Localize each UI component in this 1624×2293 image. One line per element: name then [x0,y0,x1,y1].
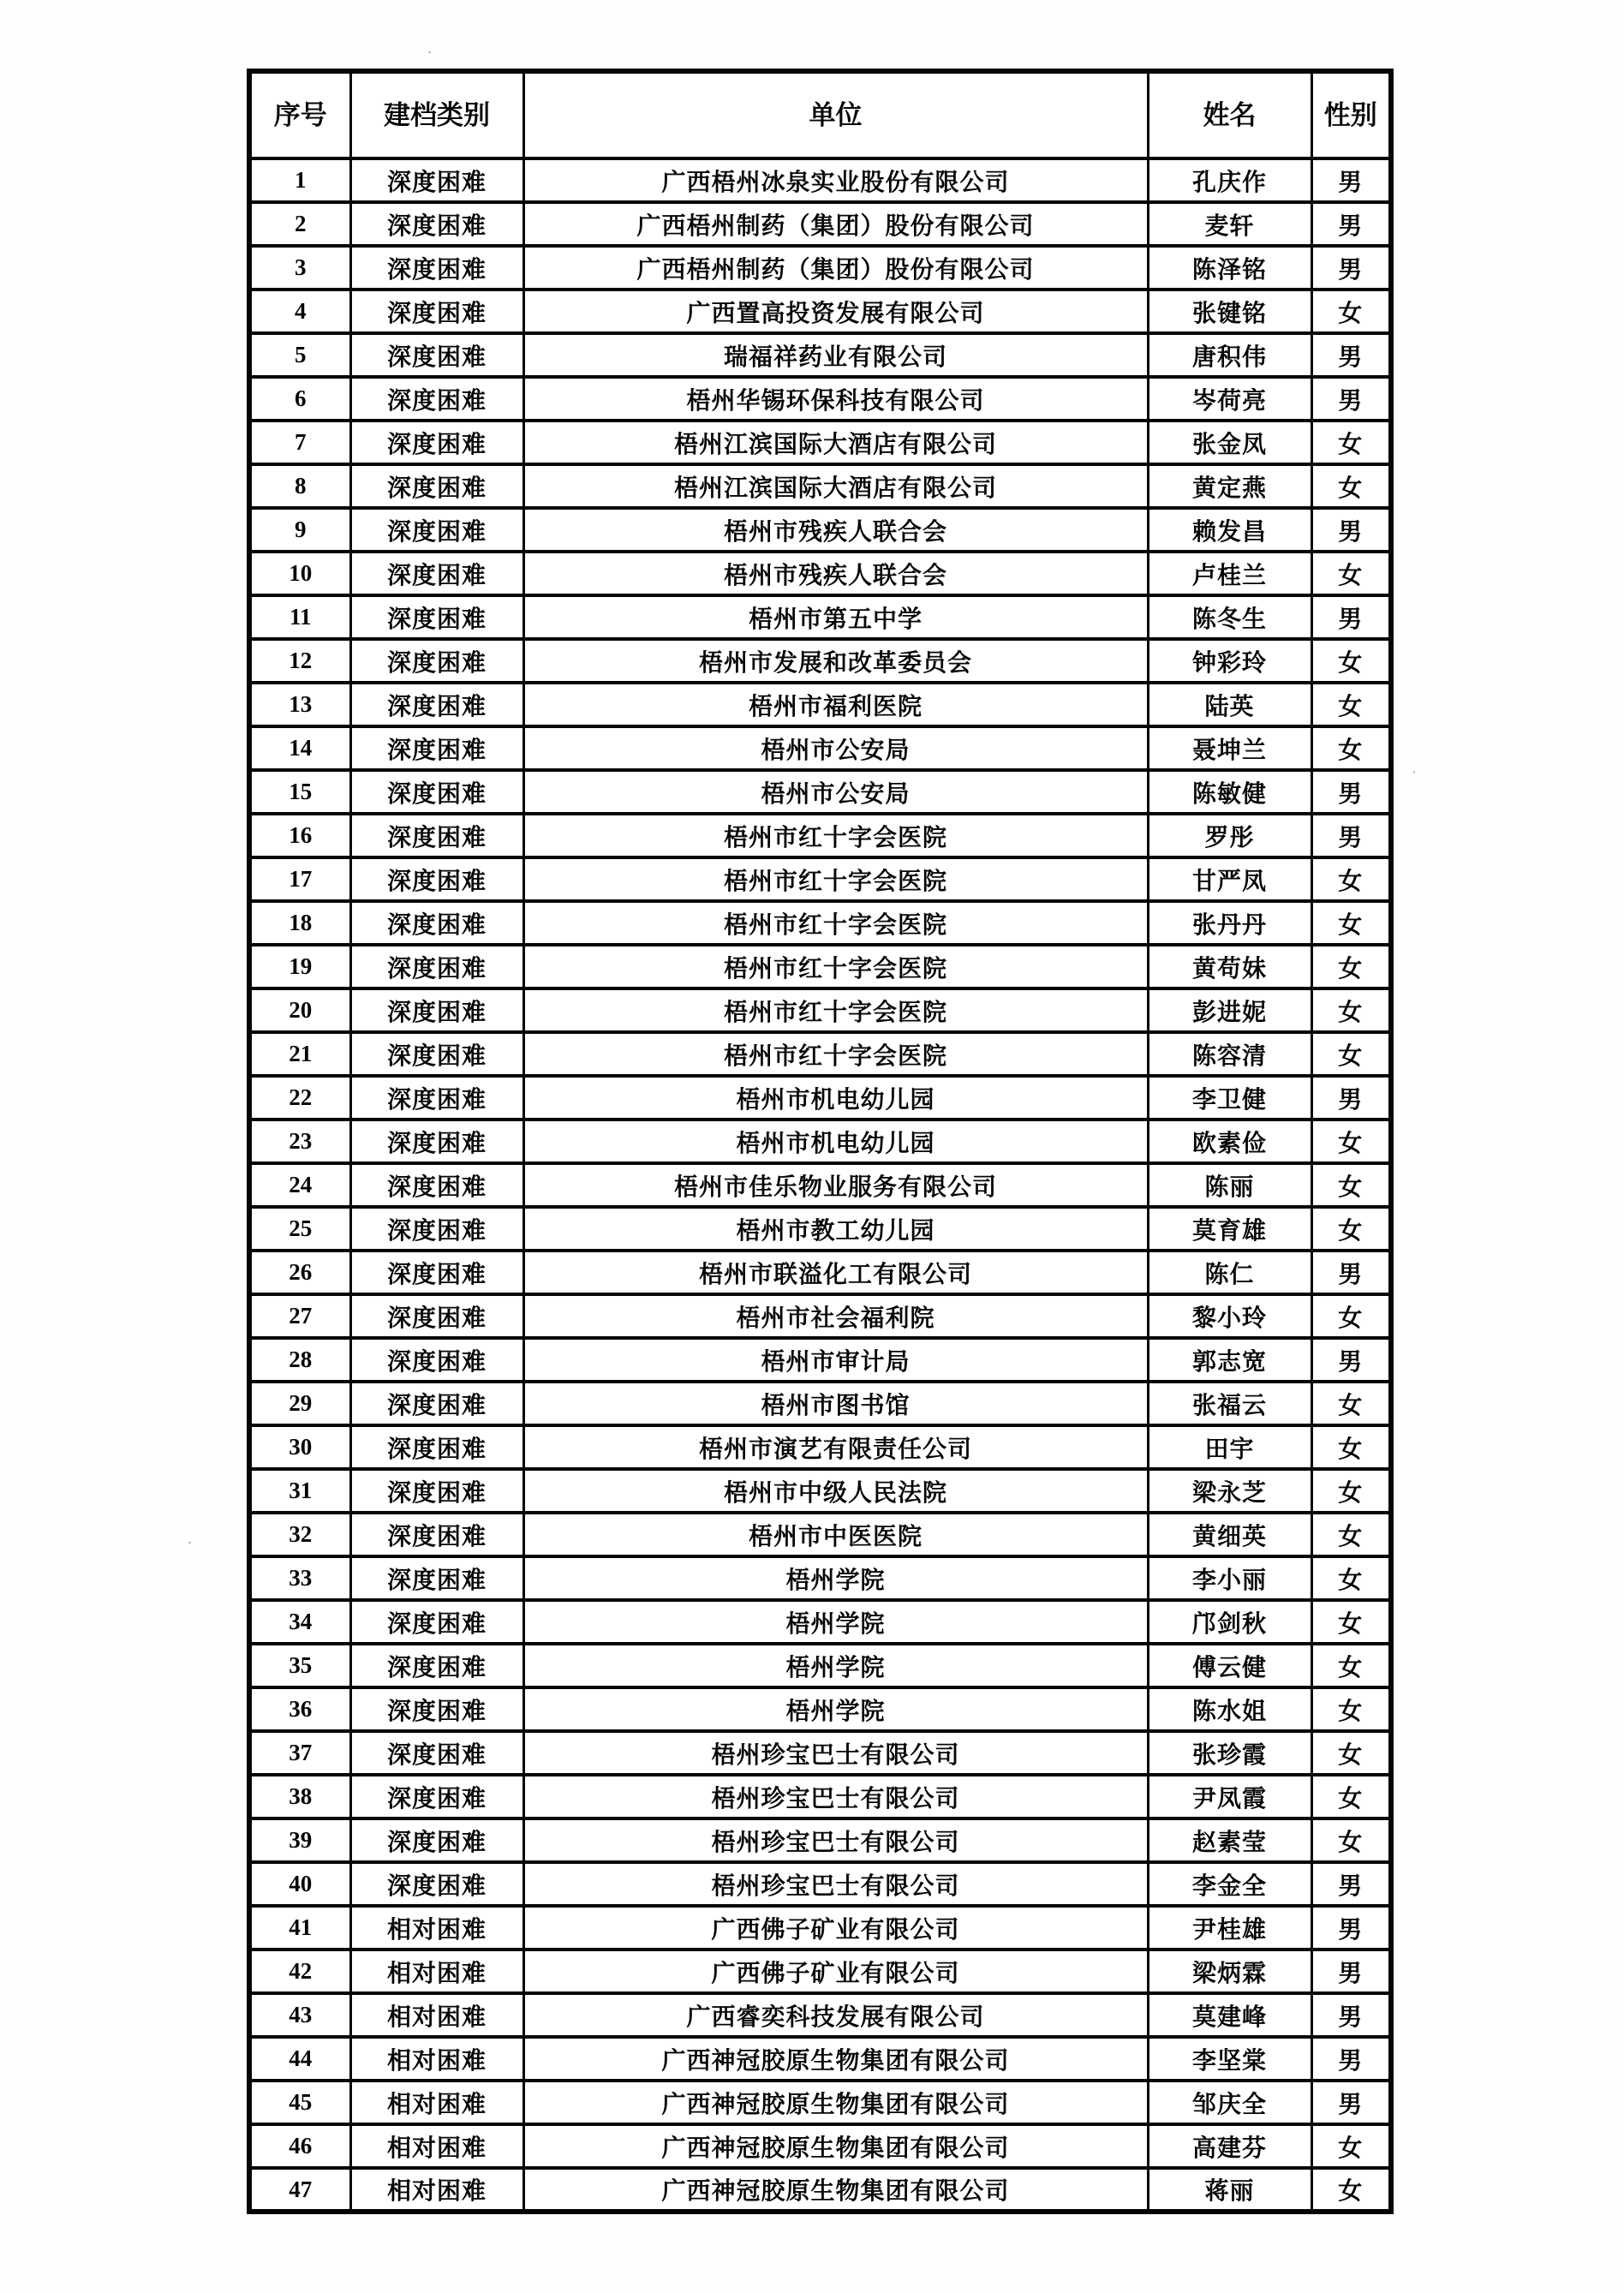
cell-gender: 女 [1311,1032,1391,1076]
cell-gender: 男 [1311,1906,1391,1950]
cell-unit: 瑞福祥药业有限公司 [523,333,1148,377]
cell-category: 深度困难 [350,1775,523,1818]
cell-no: 9 [249,508,350,552]
cell-category: 深度困难 [350,945,523,988]
cell-name: 李金全 [1148,1862,1311,1906]
table-row [249,158,1391,202]
cell-gender: 男 [1311,1993,1391,2037]
cell-unit: 梧州市教工幼儿园 [523,1207,1148,1251]
cell-no: 1 [249,158,350,202]
cell-category: 深度困难 [350,595,523,639]
cell-unit: 广西置高投资发展有限公司 [523,290,1148,333]
cell-category: 深度困难 [350,1382,523,1425]
table-header [249,71,1391,158]
cell-name: 陈泽铭 [1148,246,1311,290]
cell-gender: 女 [1311,421,1391,464]
table-row [249,1425,1391,1469]
cell-no: 23 [249,1120,350,1163]
cell-gender: 男 [1311,158,1391,202]
cell-gender: 女 [1311,2168,1391,2212]
cell-no: 36 [249,1687,350,1731]
cell-name: 卢桂兰 [1148,552,1311,595]
table-row [249,770,1391,814]
cell-no: 26 [249,1251,350,1294]
cell-no: 2 [249,202,350,246]
table-row [249,1382,1391,1425]
table-row [249,1687,1391,1731]
table-row [249,552,1391,595]
cell-no: 3 [249,246,350,290]
cell-gender: 女 [1311,290,1391,333]
cell-category: 深度困难 [350,377,523,421]
cell-category: 深度困难 [350,1862,523,1906]
cell-unit: 梧州珍宝巴士有限公司 [523,1775,1148,1818]
cell-name: 陈冬生 [1148,595,1311,639]
table-row [249,1207,1391,1251]
table-row [249,1644,1391,1687]
cell-gender: 男 [1311,508,1391,552]
cell-category: 深度困难 [350,202,523,246]
table-row [249,2124,1391,2168]
column-header-name: 姓名 [1148,71,1311,158]
cell-gender: 女 [1311,639,1391,683]
cell-category: 深度困难 [350,552,523,595]
table-body [249,158,1391,2212]
cell-gender: 男 [1311,595,1391,639]
cell-category: 深度困难 [350,1207,523,1251]
cell-unit: 广西神冠胶原生物集团有限公司 [523,2168,1148,2212]
cell-no: 46 [249,2124,350,2168]
cell-name: 邝剑秋 [1148,1600,1311,1644]
cell-gender: 女 [1311,1120,1391,1163]
cell-no: 32 [249,1513,350,1556]
cell-no: 8 [249,464,350,508]
cell-unit: 梧州市公安局 [523,770,1148,814]
cell-name: 张丹丹 [1148,901,1311,945]
cell-unit: 梧州珍宝巴士有限公司 [523,1731,1148,1775]
cell-name: 黄苟妹 [1148,945,1311,988]
table-row [249,1906,1391,1950]
table-row [249,290,1391,333]
cell-gender: 女 [1311,1163,1391,1207]
cell-gender: 女 [1311,1294,1391,1338]
cell-category: 深度困难 [350,901,523,945]
cell-gender: 女 [1311,857,1391,901]
cell-name: 郭志宽 [1148,1338,1311,1382]
cell-no: 5 [249,333,350,377]
table-row [249,1513,1391,1556]
cell-unit: 梧州珍宝巴士有限公司 [523,1862,1148,1906]
table-row [249,464,1391,508]
cell-name: 蒋丽 [1148,2168,1311,2212]
cell-category: 深度困难 [350,814,523,857]
cell-unit: 梧州市残疾人联合会 [523,508,1148,552]
cell-category: 深度困难 [350,1294,523,1338]
cell-name: 黄细英 [1148,1513,1311,1556]
cell-no: 10 [249,552,350,595]
cell-unit: 广西佛子矿业有限公司 [523,1906,1148,1950]
column-header-gender: 性别 [1311,71,1391,158]
cell-unit: 广西梧州制药（集团）股份有限公司 [523,246,1148,290]
cell-unit: 梧州江滨国际大酒店有限公司 [523,421,1148,464]
table-row [249,2168,1391,2212]
cell-unit: 广西梧州制药（集团）股份有限公司 [523,202,1148,246]
table-row [249,377,1391,421]
cell-no: 11 [249,595,350,639]
table-row [249,595,1391,639]
cell-category: 深度困难 [350,1469,523,1513]
cell-category: 深度困难 [350,158,523,202]
cell-category: 深度困难 [350,1338,523,1382]
table-row [249,421,1391,464]
cell-no: 12 [249,639,350,683]
cell-gender: 男 [1311,333,1391,377]
cell-gender: 女 [1311,1818,1391,1862]
cell-unit: 梧州市红十字会医院 [523,1032,1148,1076]
cell-category: 深度困难 [350,1076,523,1120]
table-row [249,508,1391,552]
cell-name: 梁炳霖 [1148,1950,1311,1993]
cell-category: 深度困难 [350,988,523,1032]
cell-category: 相对困难 [350,2124,523,2168]
cell-no: 28 [249,1338,350,1382]
table-row [249,1076,1391,1120]
cell-unit: 梧州学院 [523,1644,1148,1687]
scan-speckle [1413,771,1415,773]
personnel-roster-table [247,69,1394,2214]
cell-gender: 男 [1311,1950,1391,1993]
cell-name: 梁永芝 [1148,1469,1311,1513]
cell-no: 35 [249,1644,350,1687]
cell-no: 20 [249,988,350,1032]
cell-name: 钟彩玲 [1148,639,1311,683]
cell-name: 莫育雄 [1148,1207,1311,1251]
table-row [249,1993,1391,2037]
cell-no: 31 [249,1469,350,1513]
table-row [249,1032,1391,1076]
cell-gender: 男 [1311,1862,1391,1906]
cell-unit: 梧州市福利医院 [523,683,1148,726]
table-row [249,1163,1391,1207]
cell-category: 深度困难 [350,508,523,552]
cell-gender: 女 [1311,726,1391,770]
table-row [249,2081,1391,2124]
cell-category: 深度困难 [350,1163,523,1207]
column-header-unit: 单位 [523,71,1148,158]
table-row [249,901,1391,945]
cell-unit: 梧州市审计局 [523,1338,1148,1382]
cell-gender: 男 [1311,814,1391,857]
table-row [249,1556,1391,1600]
cell-gender: 女 [1311,1644,1391,1687]
cell-category: 相对困难 [350,2168,523,2212]
cell-category: 深度困难 [350,1032,523,1076]
cell-name: 尹凤霞 [1148,1775,1311,1818]
cell-category: 相对困难 [350,1993,523,2037]
table-row [249,1294,1391,1338]
table-row [249,726,1391,770]
cell-category: 深度困难 [350,333,523,377]
cell-gender: 女 [1311,1556,1391,1600]
cell-name: 麦轩 [1148,202,1311,246]
table-row [249,945,1391,988]
cell-no: 39 [249,1818,350,1862]
cell-category: 深度困难 [350,1731,523,1775]
cell-unit: 广西梧州冰泉实业股份有限公司 [523,158,1148,202]
cell-gender: 男 [1311,1251,1391,1294]
cell-name: 高建芬 [1148,2124,1311,2168]
cell-no: 19 [249,945,350,988]
cell-gender: 男 [1311,1338,1391,1382]
cell-category: 深度困难 [350,1687,523,1731]
cell-name: 陈水姐 [1148,1687,1311,1731]
cell-no: 4 [249,290,350,333]
cell-unit: 广西睿奕科技发展有限公司 [523,1993,1148,2037]
cell-name: 孔庆作 [1148,158,1311,202]
cell-no: 15 [249,770,350,814]
cell-unit: 梧州学院 [523,1687,1148,1731]
cell-unit: 梧州市机电幼儿园 [523,1076,1148,1120]
cell-category: 相对困难 [350,1950,523,1993]
cell-category: 深度困难 [350,421,523,464]
cell-unit: 梧州市社会福利院 [523,1294,1148,1338]
table-row [249,1775,1391,1818]
cell-unit: 广西神冠胶原生物集团有限公司 [523,2037,1148,2081]
cell-no: 30 [249,1425,350,1469]
cell-gender: 女 [1311,1425,1391,1469]
cell-gender: 女 [1311,1469,1391,1513]
cell-gender: 男 [1311,246,1391,290]
cell-category: 深度困难 [350,726,523,770]
cell-name: 张键铭 [1148,290,1311,333]
cell-gender: 女 [1311,1600,1391,1644]
scan-speckle [428,51,431,53]
column-header-category: 建档类别 [350,71,523,158]
cell-name: 陈仁 [1148,1251,1311,1294]
table-row [249,1950,1391,1993]
table-row [249,988,1391,1032]
cell-unit: 广西佛子矿业有限公司 [523,1950,1148,1993]
table-row [249,1600,1391,1644]
cell-category: 深度困难 [350,1818,523,1862]
table-row [249,246,1391,290]
cell-category: 深度困难 [350,1513,523,1556]
cell-gender: 女 [1311,988,1391,1032]
cell-no: 6 [249,377,350,421]
cell-category: 深度困难 [350,857,523,901]
cell-no: 14 [249,726,350,770]
cell-gender: 男 [1311,770,1391,814]
cell-unit: 梧州市发展和改革委员会 [523,639,1148,683]
cell-name: 张珍霞 [1148,1731,1311,1775]
cell-no: 7 [249,421,350,464]
cell-gender: 男 [1311,2037,1391,2081]
cell-gender: 女 [1311,2124,1391,2168]
cell-name: 张福云 [1148,1382,1311,1425]
table-row [249,2037,1391,2081]
cell-category: 深度困难 [350,1425,523,1469]
cell-category: 深度困难 [350,683,523,726]
cell-unit: 梧州市机电幼儿园 [523,1120,1148,1163]
cell-gender: 男 [1311,377,1391,421]
cell-no: 33 [249,1556,350,1600]
cell-gender: 女 [1311,901,1391,945]
cell-name: 李坚棠 [1148,2037,1311,2081]
cell-gender: 女 [1311,1775,1391,1818]
cell-gender: 女 [1311,1513,1391,1556]
cell-gender: 男 [1311,202,1391,246]
table-row [249,814,1391,857]
scan-speckle [188,1542,191,1544]
cell-category: 深度困难 [350,1644,523,1687]
table-row [249,1862,1391,1906]
cell-no: 42 [249,1950,350,1993]
cell-no: 21 [249,1032,350,1076]
table-row [249,857,1391,901]
column-header-serial: 序号 [249,71,350,158]
cell-name: 唐积伟 [1148,333,1311,377]
table-row [249,1120,1391,1163]
cell-gender: 女 [1311,1382,1391,1425]
table-row [249,683,1391,726]
cell-unit: 梧州市演艺有限责任公司 [523,1425,1148,1469]
cell-name: 岑荷亮 [1148,377,1311,421]
cell-name: 张金凤 [1148,421,1311,464]
cell-category: 深度困难 [350,639,523,683]
cell-unit: 梧州市中医医院 [523,1513,1148,1556]
cell-category: 相对困难 [350,2081,523,2124]
cell-name: 赖发昌 [1148,508,1311,552]
table-row [249,1469,1391,1513]
cell-unit: 梧州市联溢化工有限公司 [523,1251,1148,1294]
cell-name: 聂坤兰 [1148,726,1311,770]
cell-category: 深度困难 [350,464,523,508]
cell-unit: 梧州市图书馆 [523,1382,1148,1425]
cell-gender: 女 [1311,1731,1391,1775]
table-row [249,202,1391,246]
cell-name: 陆英 [1148,683,1311,726]
cell-name: 赵素莹 [1148,1818,1311,1862]
cell-category: 深度困难 [350,290,523,333]
cell-name: 黎小玲 [1148,1294,1311,1338]
cell-category: 深度困难 [350,1251,523,1294]
cell-unit: 梧州市第五中学 [523,595,1148,639]
cell-gender: 女 [1311,945,1391,988]
cell-name: 甘严凤 [1148,857,1311,901]
cell-unit: 梧州市公安局 [523,726,1148,770]
cell-category: 深度困难 [350,770,523,814]
cell-no: 37 [249,1731,350,1775]
cell-gender: 女 [1311,1687,1391,1731]
cell-name: 陈敏健 [1148,770,1311,814]
cell-no: 22 [249,1076,350,1120]
cell-no: 24 [249,1163,350,1207]
table-row [249,1251,1391,1294]
table-row [249,1731,1391,1775]
cell-category: 深度困难 [350,246,523,290]
cell-gender: 女 [1311,683,1391,726]
cell-gender: 男 [1311,2081,1391,2124]
cell-name: 欧素俭 [1148,1120,1311,1163]
cell-name: 尹桂雄 [1148,1906,1311,1950]
cell-category: 深度困难 [350,1556,523,1600]
cell-gender: 女 [1311,552,1391,595]
cell-no: 34 [249,1600,350,1644]
cell-no: 18 [249,901,350,945]
cell-gender: 女 [1311,464,1391,508]
cell-name: 莫建峰 [1148,1993,1311,2037]
cell-no: 40 [249,1862,350,1906]
cell-unit: 梧州珍宝巴士有限公司 [523,1818,1148,1862]
cell-category: 深度困难 [350,1600,523,1644]
table-row [249,1818,1391,1862]
cell-unit: 梧州学院 [523,1600,1148,1644]
cell-gender: 男 [1311,1076,1391,1120]
table-row [249,1338,1391,1382]
cell-no: 17 [249,857,350,901]
header-row [249,71,1391,158]
cell-unit: 梧州市红十字会医院 [523,814,1148,857]
cell-no: 43 [249,1993,350,2037]
cell-name: 田宇 [1148,1425,1311,1469]
cell-name: 傅云健 [1148,1644,1311,1687]
cell-unit: 梧州市红十字会医院 [523,988,1148,1032]
cell-no: 38 [249,1775,350,1818]
cell-no: 16 [249,814,350,857]
cell-unit: 广西神冠胶原生物集团有限公司 [523,2124,1148,2168]
cell-name: 李小丽 [1148,1556,1311,1600]
cell-no: 27 [249,1294,350,1338]
cell-name: 邹庆全 [1148,2081,1311,2124]
cell-unit: 梧州华锡环保科技有限公司 [523,377,1148,421]
cell-no: 44 [249,2037,350,2081]
table-row [249,333,1391,377]
cell-name: 陈丽 [1148,1163,1311,1207]
cell-no: 47 [249,2168,350,2212]
cell-unit: 梧州市中级人民法院 [523,1469,1148,1513]
cell-unit: 梧州市佳乐物业服务有限公司 [523,1163,1148,1207]
cell-name: 彭进妮 [1148,988,1311,1032]
cell-category: 相对困难 [350,2037,523,2081]
table-row [249,639,1391,683]
cell-name: 黄定燕 [1148,464,1311,508]
cell-no: 13 [249,683,350,726]
cell-unit: 梧州市红十字会医院 [523,901,1148,945]
cell-name: 陈容清 [1148,1032,1311,1076]
cell-gender: 女 [1311,1207,1391,1251]
cell-no: 41 [249,1906,350,1950]
cell-no: 45 [249,2081,350,2124]
cell-name: 李卫健 [1148,1076,1311,1120]
cell-no: 25 [249,1207,350,1251]
cell-category: 深度困难 [350,1120,523,1163]
cell-unit: 梧州学院 [523,1556,1148,1600]
cell-unit: 梧州市残疾人联合会 [523,552,1148,595]
cell-unit: 梧州江滨国际大酒店有限公司 [523,464,1148,508]
cell-unit: 梧州市红十字会医院 [523,945,1148,988]
cell-no: 29 [249,1382,350,1425]
cell-name: 罗彤 [1148,814,1311,857]
cell-unit: 梧州市红十字会医院 [523,857,1148,901]
cell-unit: 广西神冠胶原生物集团有限公司 [523,2081,1148,2124]
cell-category: 相对困难 [350,1906,523,1950]
